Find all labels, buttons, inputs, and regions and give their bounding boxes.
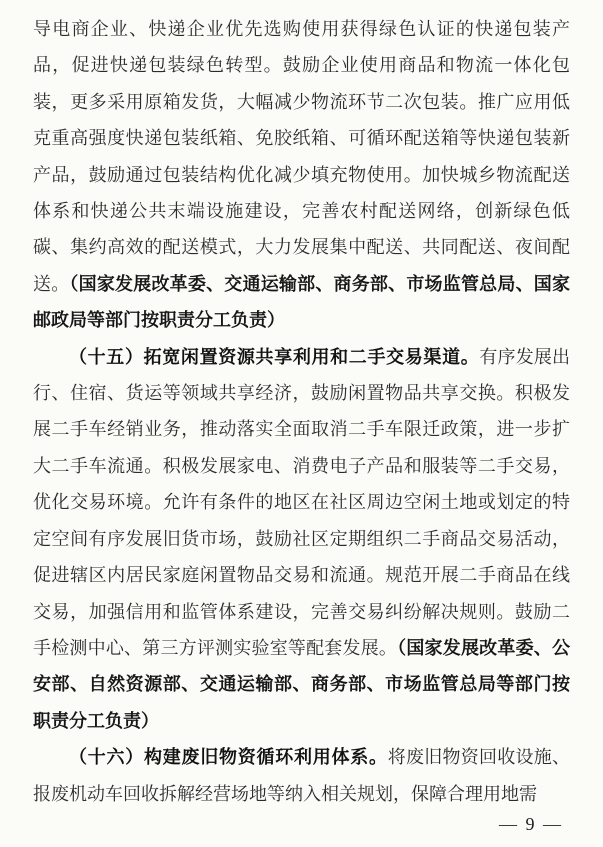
- responsible-departments-note: （国家发展改革委、公安部、自然资源部、交通运输部、商务部、市场监管总局等部门按职责分工负责）: [33, 637, 571, 731]
- section-15-heading: （十五）拓宽闲置资源共享利用和二手交易渠道。: [69, 346, 480, 367]
- page-number: — 9 —: [499, 814, 563, 834]
- body-text: 将废旧物资回收设施、报废机动车回收拆解经营场地等纳入相关规划，保障合理用地需: [33, 747, 570, 804]
- paragraph-continuation: [33, 11, 570, 339]
- section-16-paragraph: [33, 739, 570, 812]
- responsible-departments-note: （国家发展改革委、交通运输部、商务部、市场监管总局、国家邮政局等部门按职责分工负责）: [33, 273, 571, 331]
- section-15-paragraph: [33, 339, 570, 739]
- body-text: 有序发展出行、住宿、货运等领域共享经济，鼓励闲置物品共享交换。积极发展二手车经销业务，推动落实全面取消二手车限迁政策，进一步扩大二手车流通。积极发展家电、消费电子产品和服装等二手交易，优化交易环境。允许有条件的地区在社区周边空闲土地或划定的特定空间有序发展旧货市场，鼓励社区定期组织二手商品交易活动，促进辖区内居民家庭闲置物品交易和流通。规范开展二手商品在线交易，加强信用和监管体系建设，完善交易纠纷解决规则。鼓励二手检测中心、第三方评测实验室等配套发展。: [33, 346, 571, 658]
- body-text: 导电商企业、快递企业优先选购使用获得绿色认证的快递包装产品，促进快递包装绿色转型。鼓励企业使用商品和物流一体化包装，更多采用原箱发货，大幅减少物流环节二次包装。推广应用低克重高强度快递包装纸箱、免胶纸箱、可循环配送箱等快递包装新产品，鼓励通过包装结构优化减少填充物使用。加快城乡物流配送体系和快递公共末端设施建设，完善农村配送网络，创新绿色低碳、集约高效的配送模式，大力发展集中配送、共同配送、夜间配送。: [33, 19, 570, 294]
- section-16-heading: （十六）构建废旧物资循环利用体系。: [69, 747, 388, 768]
